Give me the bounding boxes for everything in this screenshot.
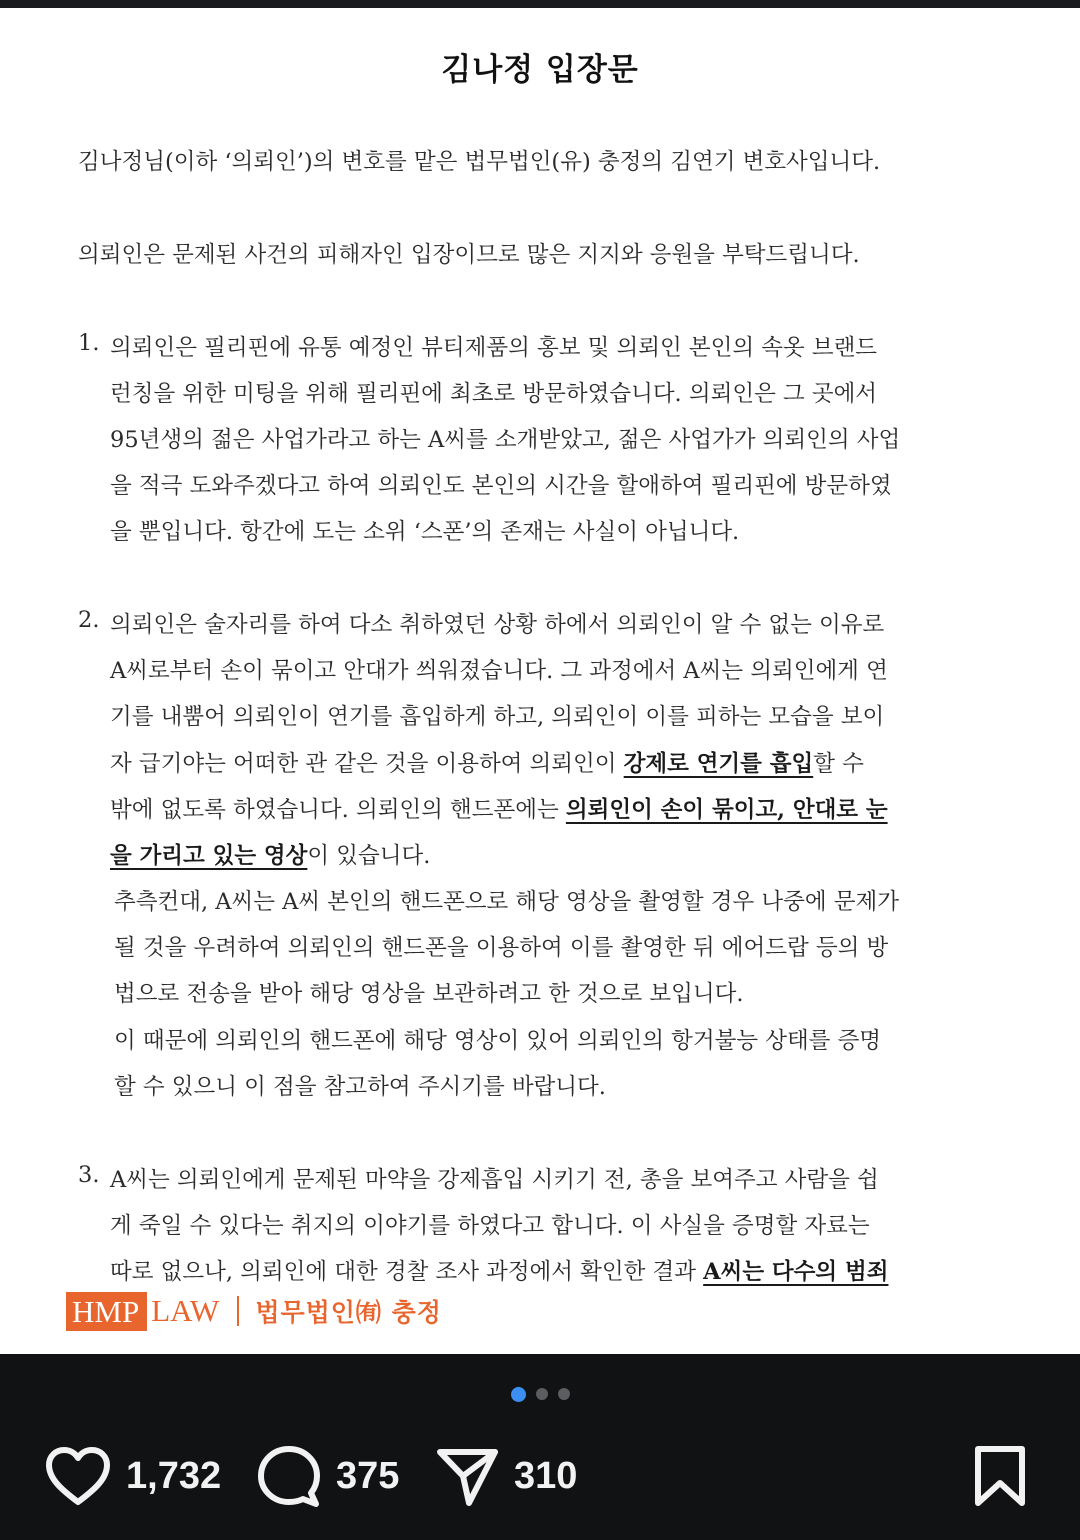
section-1-number: 1. [78, 330, 100, 356]
text-segment: 이 있습니다. [307, 843, 431, 869]
section-2-line: 할 수 있으니 이 점을 참고하여 주시기를 바랍니다. [114, 1074, 606, 1100]
logo-divider [237, 1296, 239, 1326]
carousel-dot [536, 1388, 548, 1400]
section-2-line [110, 792, 888, 824]
section-3-line: A씨는 의뢰인에게 문제된 마약을 강제흡입 시키기 전, 총을 보여주고 사람을 쉽 [110, 1167, 879, 1193]
text-segment: 밖에 없도록 하였습니다. 의뢰인의 핸드폰에는 [110, 797, 566, 823]
like-button[interactable] [44, 1440, 221, 1512]
section-1-line: 95년생의 젊은 사업가라고 하는 A씨를 소개받았고, 젊은 사업가가 의뢰인의 사업 [110, 427, 901, 453]
section-2-line: 의뢰인은 술자리를 하여 다소 취하였던 상황 하에서 의뢰인이 알 수 없는 이유로 [110, 612, 885, 638]
heart-icon [44, 1445, 112, 1507]
section-1-line: 을 적극 도와주겠다고 하여 의뢰인도 본인의 시간을 할애하여 필리핀에 방문하였 [110, 473, 892, 499]
section-1-line: 의뢰인은 필리핀에 유통 예정인 뷰티제품의 홍보 및 의뢰인 본인의 속옷 브랜드 [110, 335, 878, 361]
carousel-indicator [0, 1388, 1080, 1402]
intro-line-2: 의뢰인은 문제된 사건의 피해자인 입장이므로 많은 지지와 응원을 부탁드립니다. [78, 242, 860, 268]
post-image-document [0, 8, 1080, 1354]
section-2-line: 법으로 전송을 받아 해당 영상을 보관하려고 한 것으로 보입니다. [114, 981, 744, 1007]
section-2-line: A씨로부터 손이 묶이고 안대가 씌워졌습니다. 그 과정에서 A씨는 의뢰인에게 연 [110, 658, 888, 684]
section-2-line [110, 838, 430, 870]
section-1-line: 런칭을 위한 미팅을 위해 필리핀에 최초로 방문하였습니다. 의뢰인은 그 곳에서 [110, 381, 878, 407]
text-segment: 할 수 [813, 751, 864, 777]
section-2-line [110, 746, 864, 778]
status-strip [0, 0, 1080, 8]
section-2-line: 이 때문에 의뢰인의 핸드폰에 해당 영상이 있어 의뢰인의 항거불능 상태를 증명 [114, 1028, 882, 1054]
emphasis-text: 을 가리고 있는 영상 [110, 843, 308, 869]
bookmark-icon [970, 1443, 1030, 1509]
carousel-dot-active [511, 1387, 526, 1402]
intro-line-1: 김나정님(이하 ‘의뢰인’)의 변호를 맡은 법무법인(유) 충정의 김연기 변호사입니다. [78, 149, 881, 175]
emphasis-text: 의뢰인이 손이 묶이고, 안대로 눈 [565, 797, 888, 823]
comment-bubble-icon [256, 1443, 322, 1509]
section-3-line [110, 1254, 888, 1286]
share-count: 310 [514, 1454, 578, 1497]
comment-button[interactable] [256, 1440, 399, 1512]
text-segment: 따로 없으나, 의뢰인에 대한 경찰 조사 과정에서 확인한 결과 [110, 1259, 704, 1285]
logo-law: LAW [151, 1293, 220, 1328]
post-actions-bar [0, 1440, 1080, 1520]
emphasis-text: 강제로 연기를 흡입 [623, 751, 814, 777]
section-3-line: 게 죽일 수 있다는 취지의 이야기를 하였다고 합니다. 이 사실을 증명할 자료는 [110, 1213, 870, 1239]
section-1-line: 을 뿐입니다. 항간에 도는 소위 ‘스폰’의 존재는 사실이 아닙니다. [110, 519, 740, 545]
bookmark-button[interactable] [970, 1440, 1030, 1512]
logo-hmp: HMP [66, 1292, 147, 1331]
comment-count: 375 [336, 1454, 400, 1497]
section-2-line: 될 것을 우려하여 의뢰인의 핸드폰을 이용하여 이를 촬영한 뒤 에어드랍 등의 방 [114, 935, 889, 961]
section-2-line: 추측컨대, A씨는 A씨 본인의 핸드폰으로 해당 영상을 촬영할 경우 나중에 문제가 [114, 889, 899, 915]
law-firm-logo [66, 1291, 442, 1331]
section-3-number: 3. [78, 1162, 100, 1188]
logo-firm-name: 법무법인㈲ 충정 [255, 1298, 442, 1327]
share-button[interactable] [434, 1440, 577, 1512]
like-count: 1,732 [126, 1454, 222, 1497]
carousel-dot [558, 1388, 570, 1400]
document-title: 김나정 입장문 [441, 52, 639, 88]
send-icon [434, 1443, 500, 1509]
emphasis-text: A씨는 다수의 범죄 [703, 1259, 889, 1285]
text-segment: 자 급기야는 어떠한 관 같은 것을 이용하여 의뢰인이 [110, 751, 624, 777]
section-2-line: 기를 내뿜어 의뢰인이 연기를 흡입하게 하고, 의뢰인이 이를 피하는 모습을 보이 [110, 704, 885, 730]
section-2-number: 2. [78, 607, 100, 633]
